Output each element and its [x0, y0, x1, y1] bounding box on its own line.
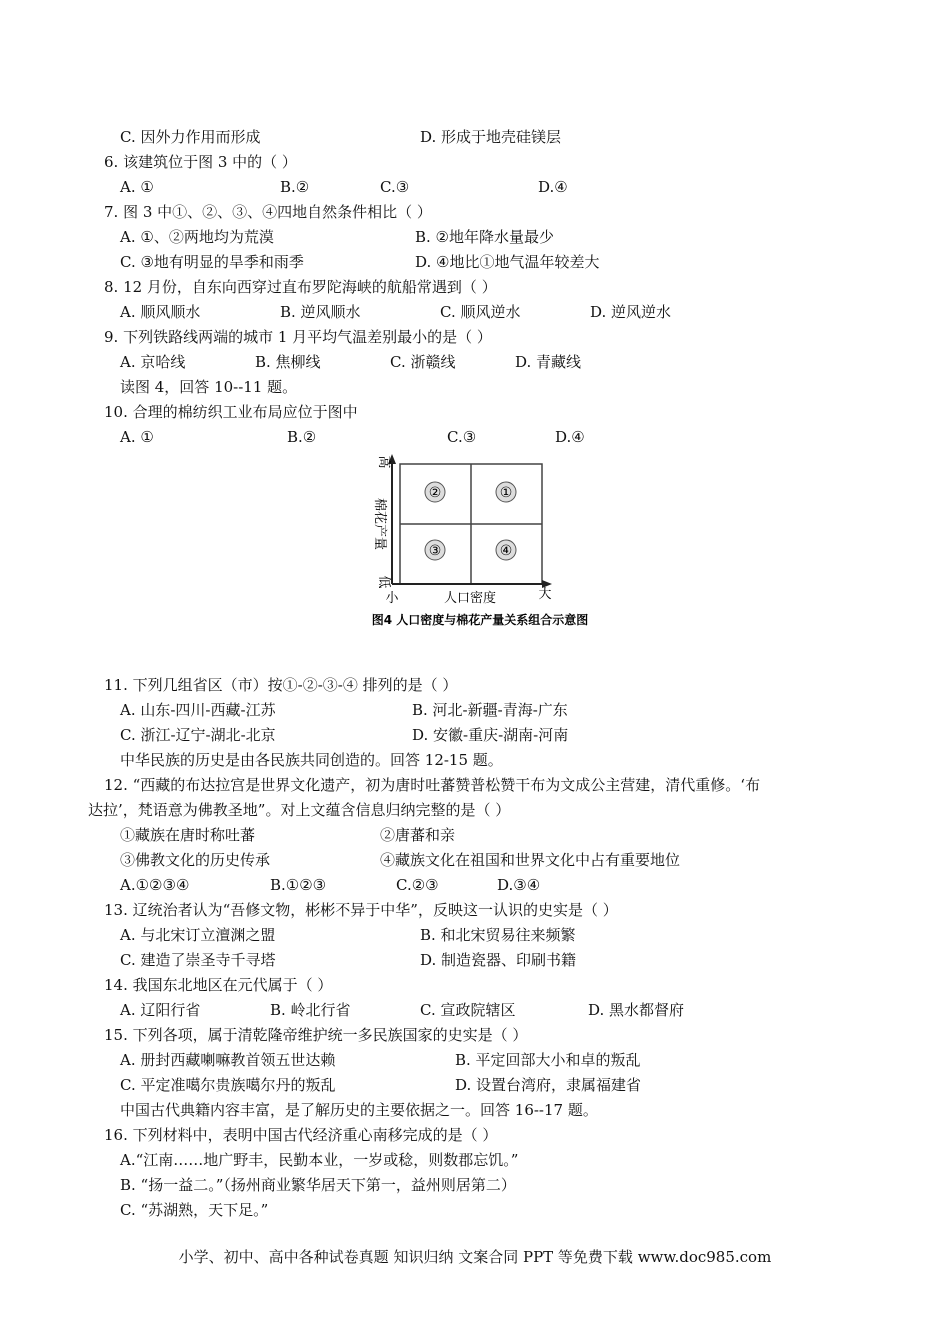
- q13-stem: 13. 辽统治者认为“吾修文物，彬彬不异于中华”，反映这一认识的史实是（ ）: [104, 901, 618, 919]
- q5-option-c: C. 因外力作用而形成: [120, 128, 261, 146]
- q16-stem: 16. 下列材料中，表明中国古代经济重心南移完成的是（ ）: [104, 1126, 498, 1144]
- q12-option-a: A.①②③④: [120, 876, 190, 894]
- q13-option-a: A. 与北宋订立澶渊之盟: [120, 926, 276, 944]
- x-axis-title: 人口密度: [443, 591, 497, 606]
- q7-option-a: A. ①、②两地均为荒漠: [120, 228, 274, 246]
- y-axis-high-label: 高: [376, 455, 391, 469]
- q12-item-4: ④藏族文化在祖国和世界文化中占有重要地位: [380, 851, 681, 869]
- q10-option-b: B.②: [287, 428, 317, 446]
- q12-item-3: ③佛教文化的历史传承: [120, 851, 271, 869]
- q8-option-b: B. 逆风顺水: [280, 303, 361, 321]
- intro-10-11: 读图 4，回答 10--11 题。: [120, 378, 298, 396]
- cell-label-2: ②: [428, 485, 442, 501]
- q9-option-d: D. 青藏线: [515, 353, 582, 371]
- q9-stem: 9. 下列铁路线两端的城市 1 月平均气温差别最小的是（ ）: [104, 328, 492, 346]
- x-axis-small-label: 小: [385, 591, 399, 606]
- q7-stem: 7. 图 3 中①、②、③、④四地自然条件相比（ ）: [104, 203, 432, 221]
- q15-stem: 15. 下列各项，属于清乾隆帝维护统一多民族国家的史实是（ ）: [104, 1026, 528, 1044]
- q7-option-d: D. ④地比①地气温年较差大: [415, 253, 600, 271]
- q12-item-2: ②唐蕃和亲: [380, 826, 456, 844]
- q9-option-c: C. 浙赣线: [390, 353, 456, 371]
- q12-option-c: C.②③: [396, 876, 439, 894]
- q11-option-b: B. 河北-新疆-青海-广东: [412, 701, 568, 719]
- q11-stem: 11. 下列几组省区（市）按①-②-③-④ 排列的是（ ）: [104, 676, 458, 694]
- q6-option-b: B.②: [280, 178, 310, 196]
- q7-option-c: C. ③地有明显的旱季和雨季: [120, 253, 304, 271]
- intro-16-17: 中国古代典籍内容丰富，是了解历史的主要依据之一。回答 16--17 题。: [120, 1101, 598, 1119]
- figure-4: [340, 452, 620, 632]
- q11-option-a: A. 山东-四川-西藏-江苏: [120, 701, 276, 719]
- q8-stem: 8. 12 月份，自东向西穿过直布罗陀海峡的航船常遇到（ ）: [104, 278, 497, 296]
- q13-option-b: B. 和北宋贸易往来频繁: [420, 926, 576, 944]
- q6-option-c: C.③: [380, 178, 410, 196]
- q10-stem: 10. 合理的棉纺织工业布局应位于图中: [104, 403, 358, 421]
- q10-option-c: C.③: [447, 428, 477, 446]
- intro-12-15: 中华民族的历史是由各民族共同创造的。回答 12-15 题。: [120, 751, 503, 769]
- q10-option-d: D.④: [555, 428, 585, 446]
- figure-caption: 图4 人口密度与棉花产量关系组合示意图: [371, 613, 589, 627]
- q8-option-d: D. 逆风逆水: [590, 303, 672, 321]
- x-axis-large-label: 大: [538, 587, 552, 602]
- q16-option-a: A.“江南……地广野丰，民勤本业，一岁或稔，则数郡忘饥。”: [120, 1151, 519, 1169]
- cell-label-3: ③: [428, 543, 442, 559]
- y-axis-low-label: 低: [376, 575, 391, 589]
- q12-stem-line1: 12. “西藏的布达拉宫是世界文化遗产，初为唐时吐蕃赞普松赞干布为文成公主营建，清代重修。‘布: [104, 776, 761, 794]
- q14-option-a: A. 辽阳行省: [120, 1001, 201, 1019]
- q12-option-b: B.①②③: [270, 876, 327, 894]
- q11-option-c: C. 浙江-辽宁-湖北-北京: [120, 726, 276, 744]
- page-footer: 小学、初中、高中各种试卷真题 知识归纳 文案合同 PPT 等免费下载 www.doc985.com: [178, 1248, 772, 1266]
- q14-option-b: B. 岭北行省: [270, 1001, 351, 1019]
- q6-option-a: A. ①: [120, 178, 154, 196]
- q11-option-d: D. 安徽-重庆-湖南-河南: [412, 726, 569, 744]
- q14-stem: 14. 我国东北地区在元代属于（ ）: [104, 976, 333, 994]
- q15-option-c: C. 平定准噶尔贵族噶尔丹的叛乱: [120, 1076, 336, 1094]
- q12-stem-line2: 达拉’，梵语意为佛教圣地”。对上文蕴含信息归纳完整的是（ ）: [88, 801, 511, 819]
- q15-option-b: B. 平定回部大小和卓的叛乱: [455, 1051, 641, 1069]
- q15-option-a: A. 册封西藏喇嘛教首领五世达赖: [120, 1051, 336, 1069]
- q9-option-a: A. 京哈线: [120, 353, 186, 371]
- q9-option-b: B. 焦柳线: [255, 353, 321, 371]
- y-axis-title: 棉花产量: [372, 497, 387, 551]
- figure-4-diagram: [340, 452, 620, 632]
- q8-option-c: C. 顺风逆水: [440, 303, 521, 321]
- q14-option-c: C. 宣政院辖区: [420, 1001, 516, 1019]
- q15-option-d: D. 设置台湾府，隶属福建省: [455, 1076, 642, 1094]
- q7-option-b: B. ②地年降水量最少: [415, 228, 555, 246]
- q16-option-b: B. “扬一益二。”（扬州商业繁华居天下第一，益州则居第二）: [120, 1176, 516, 1194]
- q12-item-1: ①藏族在唐时称吐蕃: [120, 826, 256, 844]
- q12-option-d: D.③④: [497, 876, 541, 894]
- q6-stem: 6. 该建筑位于图 3 中的（ ）: [104, 153, 297, 171]
- q13-option-c: C. 建造了崇圣寺千寻塔: [120, 951, 276, 969]
- q13-option-d: D. 制造瓷器、印刷书籍: [420, 951, 577, 969]
- q8-option-a: A. 顺风顺水: [120, 303, 201, 321]
- q6-option-d: D.④: [538, 178, 568, 196]
- q5-option-d: D. 形成于地壳硅镁层: [420, 128, 562, 146]
- q16-option-c: C. “苏湖熟，天下足。”: [120, 1201, 269, 1219]
- cell-label-4: ④: [499, 543, 513, 559]
- cell-label-1: ①: [499, 485, 513, 501]
- q14-option-d: D. 黑水都督府: [588, 1001, 685, 1019]
- q10-option-a: A. ①: [120, 428, 154, 446]
